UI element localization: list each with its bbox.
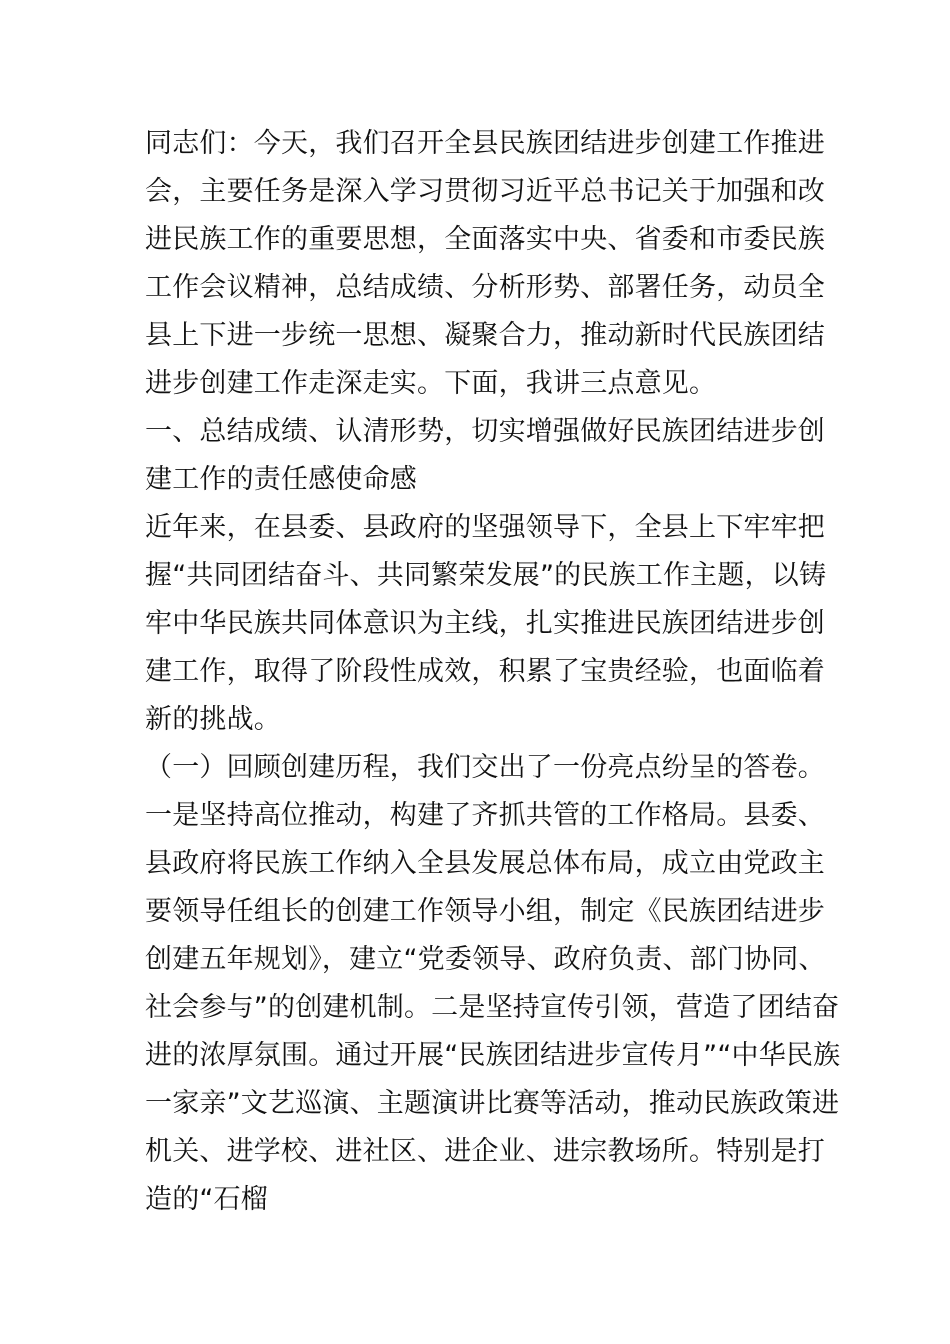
text-line: 一家亲”文艺巡演、主题演讲比赛等活动，推动民族政策进 [145,1088,840,1119]
text-line: 要领导任组长的创建工作领导小组，制定《民族团结进步 [145,896,825,927]
text-line: 近年来，在县委、县政府的坚强领导下，全县上下牢牢把 [145,512,825,543]
text-line: 新的挑战。 [145,704,281,735]
text-line: 造的“石榴 [145,1184,268,1215]
section-heading-line: 建工作的责任感使命感 [145,464,417,495]
text-line: 县上下进一步统一思想、凝聚合力，推动新时代民族团结 [145,320,825,351]
text-line: 进的浓厚氛围。通过开展“民族团结进步宣传月”“中华民族 [145,1040,841,1071]
text-line: 进步创建工作走深走实。下面，我讲三点意见。 [145,368,717,399]
text-line: 会，主要任务是深入学习贯彻习近平总书记关于加强和改 [145,176,825,207]
text-line: 县政府将民族工作纳入全县发展总体布局，成立由党政主 [145,848,825,879]
text-line: 进民族工作的重要思想，全面落实中央、省委和市委民族 [145,224,825,255]
text-line: 牢中华民族共同体意识为主线，扎实推进民族团结进步创 [145,608,825,639]
text-line: 社会参与”的创建机制。二是坚持宣传引领，营造了团结奋 [145,992,840,1023]
section-heading-line: 一、总结成绩、认清形势，切实增强做好民族团结进步创 [145,416,825,447]
text-line: 工作会议精神，总结成绩、分析形势、部署任务，动员全 [145,272,825,303]
text-line: 握“共同团结奋斗、共同繁荣发展”的民族工作主题，以铸 [145,560,827,591]
subsection-heading-line: （一）回顾创建历程，我们交出了一份亮点纷呈的答卷。 [145,752,825,783]
text-line: 建工作，取得了阶段性成效，积累了宝贵经验，也面临着 [145,656,825,687]
text-line: 一是坚持高位推动，构建了齐抓共管的工作格局。县委、 [145,800,825,831]
text-line: 同志们：今天，我们召开全县民族团结进步创建工作推进 [145,128,825,159]
text-line: 机关、进学校、进社区、进企业、进宗教场所。特别是打 [145,1136,825,1167]
text-line: 创建五年规划》，建立“党委领导、政府负责、部门协同、 [145,944,826,975]
